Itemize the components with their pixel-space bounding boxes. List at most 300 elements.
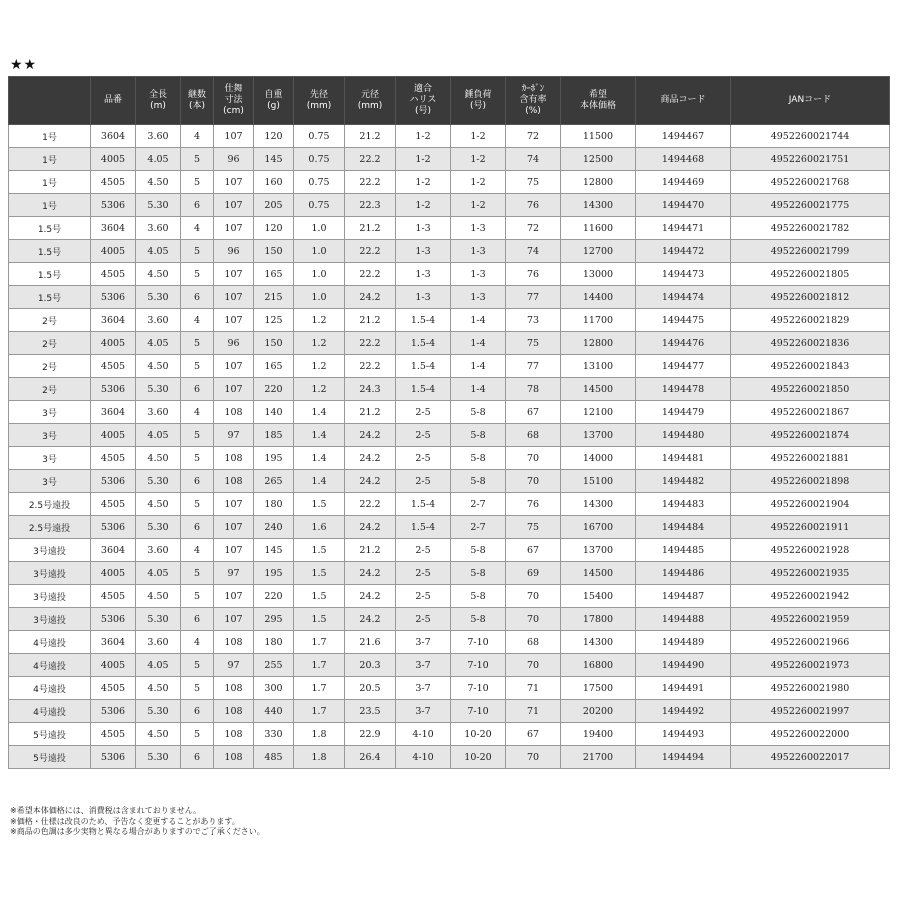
table-cell: 1-2 bbox=[451, 194, 506, 217]
table-cell: 1.2 bbox=[294, 332, 345, 355]
table-cell: 5 bbox=[181, 493, 214, 516]
table-cell: 20.3 bbox=[345, 654, 396, 677]
table-cell: 69 bbox=[506, 562, 561, 585]
table-cell: 1-2 bbox=[396, 148, 451, 171]
table-cell: 22.9 bbox=[345, 723, 396, 746]
table-cell: 22.2 bbox=[345, 355, 396, 378]
table-cell: 4 bbox=[181, 631, 214, 654]
table-cell: 22.2 bbox=[345, 240, 396, 263]
table-row bbox=[9, 516, 890, 539]
column-header: 商品コード bbox=[636, 77, 731, 125]
table-cell: 5 bbox=[181, 677, 214, 700]
table-cell: 4952260022000 bbox=[731, 723, 890, 746]
table-cell: 0.75 bbox=[294, 125, 345, 148]
table-cell: 22.2 bbox=[345, 332, 396, 355]
table-cell: 5306 bbox=[91, 700, 136, 723]
table-cell: 1494484 bbox=[636, 516, 731, 539]
row-label: 3号 bbox=[9, 470, 91, 493]
column-header: 仕舞 寸法 (cm) bbox=[214, 77, 254, 125]
table-cell: 4-10 bbox=[396, 723, 451, 746]
table-cell: 107 bbox=[214, 125, 254, 148]
table-cell: 6 bbox=[181, 378, 214, 401]
row-label: 1.5号 bbox=[9, 240, 91, 263]
table-cell: 5 bbox=[181, 447, 214, 470]
table-cell: 10-20 bbox=[451, 723, 506, 746]
column-header: 先径 (mm) bbox=[294, 77, 345, 125]
table-cell: 107 bbox=[214, 378, 254, 401]
row-label: 4号遠投 bbox=[9, 654, 91, 677]
table-cell: 4 bbox=[181, 401, 214, 424]
table-cell: 5306 bbox=[91, 746, 136, 769]
table-cell: 13000 bbox=[561, 263, 636, 286]
table-cell: 1.7 bbox=[294, 654, 345, 677]
table-cell: 4505 bbox=[91, 723, 136, 746]
table-cell: 4952260021966 bbox=[731, 631, 890, 654]
table-cell: 4.50 bbox=[136, 585, 181, 608]
table-cell: 4952260021898 bbox=[731, 470, 890, 493]
table-cell: 3.60 bbox=[136, 631, 181, 654]
table-cell: 4952260021935 bbox=[731, 562, 890, 585]
table-row bbox=[9, 309, 890, 332]
table-row bbox=[9, 447, 890, 470]
column-header: 全長 (m) bbox=[136, 77, 181, 125]
table-cell: 71 bbox=[506, 677, 561, 700]
spec-table-header bbox=[9, 77, 890, 125]
spec-table-body bbox=[9, 125, 890, 769]
table-cell: 5.30 bbox=[136, 194, 181, 217]
table-cell: 4952260021799 bbox=[731, 240, 890, 263]
table-cell: 108 bbox=[214, 746, 254, 769]
table-cell: 1.7 bbox=[294, 677, 345, 700]
table-cell: 107 bbox=[214, 194, 254, 217]
column-header: 適合 ハリス (号) bbox=[396, 77, 451, 125]
table-cell: 1-2 bbox=[396, 194, 451, 217]
table-cell: 108 bbox=[214, 470, 254, 493]
table-cell: 4.50 bbox=[136, 263, 181, 286]
table-cell: 1-4 bbox=[451, 378, 506, 401]
table-row bbox=[9, 286, 890, 309]
table-cell: 1.5 bbox=[294, 585, 345, 608]
table-cell: 5-8 bbox=[451, 539, 506, 562]
row-label: 2号 bbox=[9, 309, 91, 332]
table-cell: 4505 bbox=[91, 677, 136, 700]
table-cell: 2-5 bbox=[396, 470, 451, 493]
column-header: ｶｰﾎﾞﾝ 含有率 (%) bbox=[506, 77, 561, 125]
table-cell: 1-4 bbox=[451, 309, 506, 332]
row-label: 2.5号遠投 bbox=[9, 516, 91, 539]
table-cell: 75 bbox=[506, 171, 561, 194]
table-cell: 22.2 bbox=[345, 148, 396, 171]
table-cell: 21.2 bbox=[345, 217, 396, 240]
table-cell: 5.30 bbox=[136, 470, 181, 493]
table-cell: 3.60 bbox=[136, 539, 181, 562]
table-cell: 7-10 bbox=[451, 700, 506, 723]
table-cell: 17800 bbox=[561, 608, 636, 631]
table-cell: 4 bbox=[181, 539, 214, 562]
table-cell: 1494482 bbox=[636, 470, 731, 493]
table-cell: 4952260021874 bbox=[731, 424, 890, 447]
table-cell: 76 bbox=[506, 263, 561, 286]
row-label: 1号 bbox=[9, 125, 91, 148]
table-cell: 17500 bbox=[561, 677, 636, 700]
table-cell: 70 bbox=[506, 470, 561, 493]
table-cell: 1494475 bbox=[636, 309, 731, 332]
table-cell: 12500 bbox=[561, 148, 636, 171]
table-cell: 11500 bbox=[561, 125, 636, 148]
table-cell: 5306 bbox=[91, 194, 136, 217]
table-cell: 1-3 bbox=[396, 240, 451, 263]
table-cell: 1494476 bbox=[636, 332, 731, 355]
table-cell: 1494467 bbox=[636, 125, 731, 148]
table-cell: 108 bbox=[214, 447, 254, 470]
table-cell: 22.3 bbox=[345, 194, 396, 217]
table-cell: 4.50 bbox=[136, 677, 181, 700]
table-cell: 1494469 bbox=[636, 171, 731, 194]
table-cell: 440 bbox=[254, 700, 294, 723]
table-cell: 4505 bbox=[91, 263, 136, 286]
table-cell: 78 bbox=[506, 378, 561, 401]
table-cell: 108 bbox=[214, 677, 254, 700]
table-cell: 12800 bbox=[561, 171, 636, 194]
table-cell: 4952260021928 bbox=[731, 539, 890, 562]
table-cell: 5.30 bbox=[136, 608, 181, 631]
table-row bbox=[9, 240, 890, 263]
table-cell: 4505 bbox=[91, 171, 136, 194]
table-cell: 2-5 bbox=[396, 401, 451, 424]
table-cell: 1494474 bbox=[636, 286, 731, 309]
row-label: 2号 bbox=[9, 332, 91, 355]
table-cell: 107 bbox=[214, 493, 254, 516]
table-cell: 4952260021843 bbox=[731, 355, 890, 378]
table-cell: 1494494 bbox=[636, 746, 731, 769]
table-cell: 24.2 bbox=[345, 516, 396, 539]
table-cell: 4952260021867 bbox=[731, 401, 890, 424]
table-cell: 14300 bbox=[561, 631, 636, 654]
column-header: 品番 bbox=[91, 77, 136, 125]
table-cell: 4505 bbox=[91, 447, 136, 470]
table-cell: 1.0 bbox=[294, 286, 345, 309]
table-cell: 180 bbox=[254, 631, 294, 654]
table-cell: 4952260021836 bbox=[731, 332, 890, 355]
table-cell: 3604 bbox=[91, 401, 136, 424]
table-cell: 5306 bbox=[91, 516, 136, 539]
table-cell: 21.6 bbox=[345, 631, 396, 654]
table-cell: 1-3 bbox=[396, 263, 451, 286]
table-cell: 70 bbox=[506, 654, 561, 677]
table-row bbox=[9, 470, 890, 493]
table-cell: 5.30 bbox=[136, 378, 181, 401]
table-cell: 5-8 bbox=[451, 447, 506, 470]
table-cell: 1494481 bbox=[636, 447, 731, 470]
table-cell: 1.4 bbox=[294, 401, 345, 424]
table-cell: 107 bbox=[214, 217, 254, 240]
table-cell: 2-5 bbox=[396, 608, 451, 631]
table-cell: 21.2 bbox=[345, 309, 396, 332]
table-cell: 14000 bbox=[561, 447, 636, 470]
table-cell: 107 bbox=[214, 585, 254, 608]
row-label: 1.5号 bbox=[9, 263, 91, 286]
table-row bbox=[9, 539, 890, 562]
table-cell: 4005 bbox=[91, 562, 136, 585]
table-cell: 5.30 bbox=[136, 286, 181, 309]
table-cell: 1494486 bbox=[636, 562, 731, 585]
table-cell: 5 bbox=[181, 332, 214, 355]
table-cell: 107 bbox=[214, 355, 254, 378]
table-cell: 67 bbox=[506, 539, 561, 562]
table-cell: 4 bbox=[181, 217, 214, 240]
table-cell: 1.5-4 bbox=[396, 355, 451, 378]
table-cell: 220 bbox=[254, 378, 294, 401]
table-row bbox=[9, 194, 890, 217]
table-cell: 330 bbox=[254, 723, 294, 746]
table-cell: 1494485 bbox=[636, 539, 731, 562]
table-cell: 1-3 bbox=[451, 286, 506, 309]
table-cell: 1.7 bbox=[294, 700, 345, 723]
table-cell: 4.05 bbox=[136, 332, 181, 355]
table-cell: 4.05 bbox=[136, 562, 181, 585]
row-label: 3号 bbox=[9, 424, 91, 447]
table-cell: 4952260021973 bbox=[731, 654, 890, 677]
table-row bbox=[9, 125, 890, 148]
table-cell: 5-8 bbox=[451, 562, 506, 585]
table-cell: 2-7 bbox=[451, 516, 506, 539]
table-cell: 12800 bbox=[561, 332, 636, 355]
table-cell: 4005 bbox=[91, 424, 136, 447]
footnote-color: ※商品の色調は多少実物と異なる場合がありますのでご了承ください。 bbox=[10, 827, 265, 836]
table-cell: 4952260021904 bbox=[731, 493, 890, 516]
table-cell: 21.2 bbox=[345, 401, 396, 424]
table-cell: 1.7 bbox=[294, 631, 345, 654]
row-label: 3号遠投 bbox=[9, 585, 91, 608]
table-cell: 76 bbox=[506, 194, 561, 217]
table-cell: 300 bbox=[254, 677, 294, 700]
column-header: 元径 (mm) bbox=[345, 77, 396, 125]
table-cell: 13700 bbox=[561, 539, 636, 562]
table-cell: 1.2 bbox=[294, 355, 345, 378]
table-cell: 240 bbox=[254, 516, 294, 539]
table-cell: 70 bbox=[506, 746, 561, 769]
table-cell: 14300 bbox=[561, 194, 636, 217]
table-cell: 1-3 bbox=[451, 240, 506, 263]
table-cell: 3.60 bbox=[136, 401, 181, 424]
table-cell: 3-7 bbox=[396, 631, 451, 654]
table-cell: 1.4 bbox=[294, 447, 345, 470]
table-cell: 4952260021782 bbox=[731, 217, 890, 240]
table-row bbox=[9, 401, 890, 424]
table-cell: 3-7 bbox=[396, 700, 451, 723]
table-cell: 2-5 bbox=[396, 424, 451, 447]
table-cell: 145 bbox=[254, 148, 294, 171]
table-cell: 1-2 bbox=[451, 171, 506, 194]
table-cell: 5.30 bbox=[136, 516, 181, 539]
table-cell: 1.5 bbox=[294, 608, 345, 631]
table-cell: 5 bbox=[181, 585, 214, 608]
table-cell: 1494472 bbox=[636, 240, 731, 263]
table-cell: 107 bbox=[214, 516, 254, 539]
table-cell: 1-3 bbox=[396, 286, 451, 309]
table-cell: 4952260021775 bbox=[731, 194, 890, 217]
table-cell: 70 bbox=[506, 585, 561, 608]
table-cell: 5-8 bbox=[451, 608, 506, 631]
table-cell: 5 bbox=[181, 355, 214, 378]
table-cell: 96 bbox=[214, 240, 254, 263]
table-cell: 1.5-4 bbox=[396, 378, 451, 401]
table-cell: 6 bbox=[181, 746, 214, 769]
table-row bbox=[9, 746, 890, 769]
table-cell: 4505 bbox=[91, 585, 136, 608]
table-cell: 4952260021768 bbox=[731, 171, 890, 194]
table-cell: 4.50 bbox=[136, 355, 181, 378]
header-row bbox=[9, 77, 890, 125]
table-cell: 4.05 bbox=[136, 654, 181, 677]
row-label: 4号遠投 bbox=[9, 631, 91, 654]
table-cell: 1.5-4 bbox=[396, 332, 451, 355]
table-cell: 4952260021881 bbox=[731, 447, 890, 470]
table-cell: 295 bbox=[254, 608, 294, 631]
table-cell: 1.4 bbox=[294, 424, 345, 447]
table-cell: 4952260021829 bbox=[731, 309, 890, 332]
table-cell: 76 bbox=[506, 493, 561, 516]
table-cell: 70 bbox=[506, 608, 561, 631]
table-cell: 10-20 bbox=[451, 746, 506, 769]
table-cell: 97 bbox=[214, 654, 254, 677]
row-label: 1.5号 bbox=[9, 286, 91, 309]
table-cell: 11600 bbox=[561, 217, 636, 240]
footnotes bbox=[10, 806, 265, 838]
table-cell: 1.2 bbox=[294, 378, 345, 401]
table-cell: 108 bbox=[214, 631, 254, 654]
row-label: 1号 bbox=[9, 194, 91, 217]
table-cell: 74 bbox=[506, 240, 561, 263]
table-row bbox=[9, 355, 890, 378]
table-cell: 125 bbox=[254, 309, 294, 332]
table-cell: 1494492 bbox=[636, 700, 731, 723]
table-row bbox=[9, 723, 890, 746]
footnote-tax: ※希望本体価格には、消費税は含まれておりません。 bbox=[10, 806, 202, 815]
table-cell: 3.60 bbox=[136, 125, 181, 148]
table-row bbox=[9, 631, 890, 654]
table-cell: 107 bbox=[214, 286, 254, 309]
table-cell: 4952260021911 bbox=[731, 516, 890, 539]
table-cell: 4.05 bbox=[136, 148, 181, 171]
table-cell: 5-8 bbox=[451, 424, 506, 447]
table-cell: 4.50 bbox=[136, 493, 181, 516]
table-cell: 0.75 bbox=[294, 148, 345, 171]
table-cell: 15400 bbox=[561, 585, 636, 608]
table-cell: 71 bbox=[506, 700, 561, 723]
table-cell: 150 bbox=[254, 240, 294, 263]
table-cell: 22.2 bbox=[345, 263, 396, 286]
table-cell: 16800 bbox=[561, 654, 636, 677]
table-cell: 16700 bbox=[561, 516, 636, 539]
table-cell: 24.2 bbox=[345, 470, 396, 493]
table-cell: 5306 bbox=[91, 470, 136, 493]
table-cell: 0.75 bbox=[294, 171, 345, 194]
row-label: 3号遠投 bbox=[9, 562, 91, 585]
table-cell: 4005 bbox=[91, 332, 136, 355]
table-cell: 4952260021959 bbox=[731, 608, 890, 631]
table-cell: 24.2 bbox=[345, 286, 396, 309]
table-cell: 77 bbox=[506, 355, 561, 378]
table-cell: 1.5 bbox=[294, 562, 345, 585]
table-cell: 1.0 bbox=[294, 240, 345, 263]
table-cell: 4.50 bbox=[136, 171, 181, 194]
table-cell: 1.4 bbox=[294, 470, 345, 493]
table-cell: 6 bbox=[181, 194, 214, 217]
table-cell: 5 bbox=[181, 240, 214, 263]
table-cell: 165 bbox=[254, 263, 294, 286]
table-cell: 5306 bbox=[91, 286, 136, 309]
table-cell: 1494479 bbox=[636, 401, 731, 424]
row-label: 3号遠投 bbox=[9, 608, 91, 631]
table-cell: 2-5 bbox=[396, 585, 451, 608]
table-cell: 3.60 bbox=[136, 217, 181, 240]
table-cell: 195 bbox=[254, 447, 294, 470]
table-cell: 20200 bbox=[561, 700, 636, 723]
table-cell: 160 bbox=[254, 171, 294, 194]
row-label: 3号 bbox=[9, 401, 91, 424]
table-cell: 22.2 bbox=[345, 171, 396, 194]
table-cell: 2-5 bbox=[396, 562, 451, 585]
table-cell: 145 bbox=[254, 539, 294, 562]
column-header: JANコード bbox=[731, 77, 890, 125]
table-cell: 1494477 bbox=[636, 355, 731, 378]
table-cell: 1494488 bbox=[636, 608, 731, 631]
table-cell: 1-2 bbox=[451, 125, 506, 148]
table-cell: 4952260021805 bbox=[731, 263, 890, 286]
table-cell: 97 bbox=[214, 562, 254, 585]
table-row bbox=[9, 263, 890, 286]
table-cell: 4 bbox=[181, 125, 214, 148]
table-cell: 3604 bbox=[91, 631, 136, 654]
table-cell: 180 bbox=[254, 493, 294, 516]
row-label: 2.5号遠投 bbox=[9, 493, 91, 516]
table-cell: 26.4 bbox=[345, 746, 396, 769]
table-cell: 1-4 bbox=[451, 332, 506, 355]
table-cell: 7-10 bbox=[451, 631, 506, 654]
table-cell: 1.6 bbox=[294, 516, 345, 539]
table-cell: 5.30 bbox=[136, 746, 181, 769]
table-cell: 120 bbox=[254, 217, 294, 240]
table-cell: 21.2 bbox=[345, 125, 396, 148]
table-cell: 1.5-4 bbox=[396, 493, 451, 516]
table-cell: 14400 bbox=[561, 286, 636, 309]
table-cell: 6 bbox=[181, 286, 214, 309]
table-row bbox=[9, 700, 890, 723]
table-cell: 1.0 bbox=[294, 263, 345, 286]
table-cell: 12100 bbox=[561, 401, 636, 424]
table-cell: 4.05 bbox=[136, 424, 181, 447]
row-label: 5号遠投 bbox=[9, 723, 91, 746]
table-cell: 24.2 bbox=[345, 447, 396, 470]
table-cell: 96 bbox=[214, 148, 254, 171]
table-cell: 108 bbox=[214, 401, 254, 424]
table-cell: 13100 bbox=[561, 355, 636, 378]
table-cell: 1.8 bbox=[294, 746, 345, 769]
table-cell: 1494471 bbox=[636, 217, 731, 240]
table-row bbox=[9, 493, 890, 516]
table-cell: 20.5 bbox=[345, 677, 396, 700]
row-label: 1.5号 bbox=[9, 217, 91, 240]
row-label: 1号 bbox=[9, 171, 91, 194]
table-cell: 3.60 bbox=[136, 309, 181, 332]
table-cell: 13700 bbox=[561, 424, 636, 447]
table-cell: 1.5 bbox=[294, 493, 345, 516]
row-label: 1号 bbox=[9, 148, 91, 171]
table-cell: 107 bbox=[214, 171, 254, 194]
table-cell: 4952260021751 bbox=[731, 148, 890, 171]
table-cell: 5 bbox=[181, 424, 214, 447]
